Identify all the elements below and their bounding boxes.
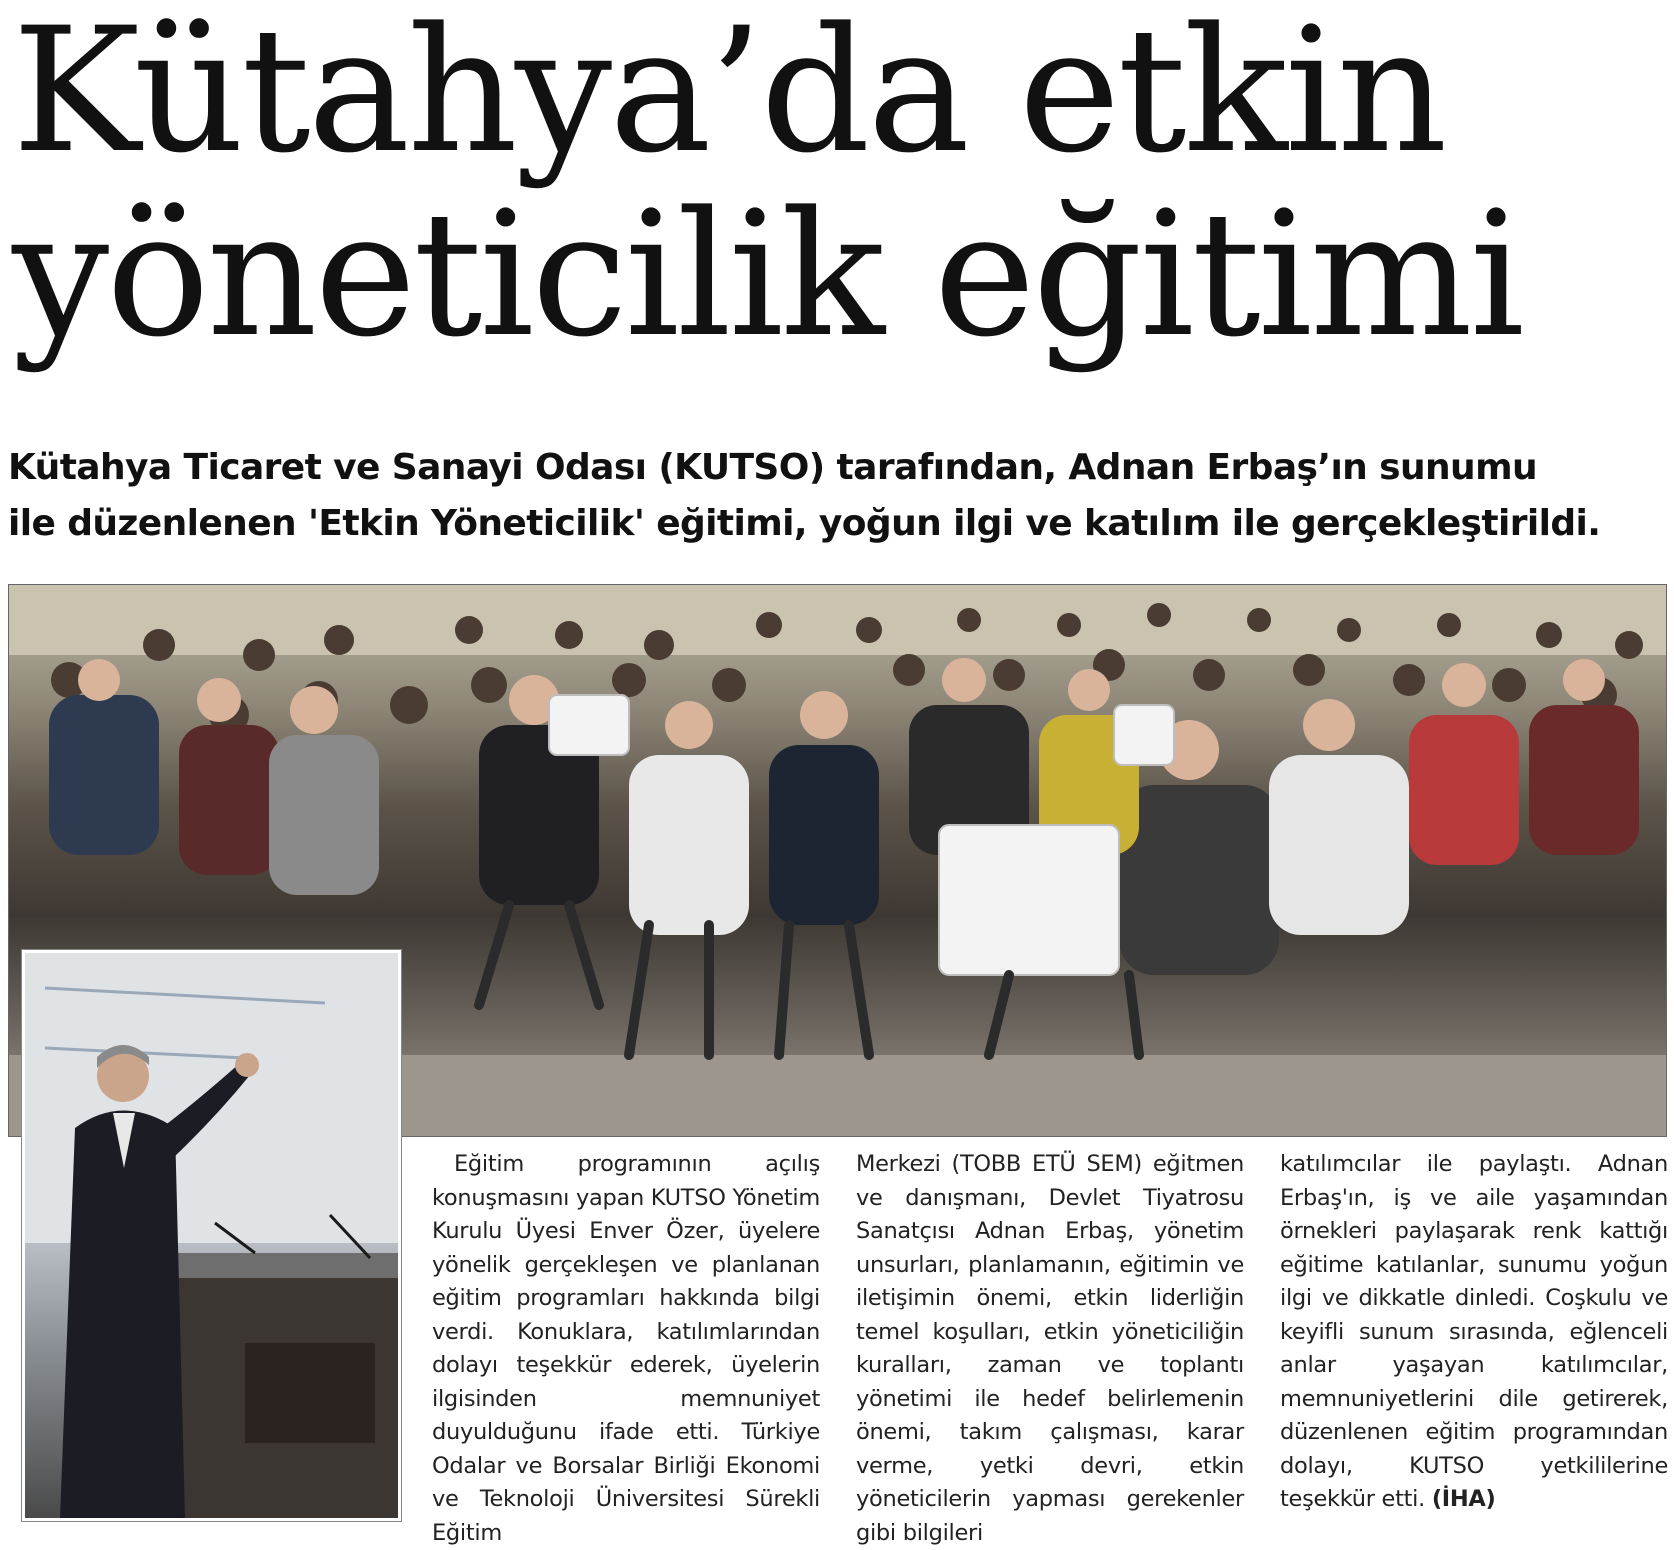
subheadline-line-2: ile düzenlenen 'Etkin Yöneticilik' eğitimi, yoğun ilgi ve katılım ile gerçekleştirildi. xyxy=(8,503,1601,544)
subheadline xyxy=(8,440,1668,552)
news-agency-credit: (İHA) xyxy=(1431,1486,1496,1512)
headline xyxy=(12,0,1667,375)
article-body-column-3 xyxy=(1280,1148,1668,1517)
headline-line-1: Kütahya’da etkin xyxy=(12,0,1445,191)
headline-line-2: yöneticilik eğitimi xyxy=(12,174,1522,375)
article-body-column-3-text: katılımcılar ile paylaştı. Adnan Erbaş'ın, iş ve aile yaşamından örnekleri paylaşarak renk kattığı eğitime katılanlar, sunumu yoğun ilgi ve dikkatle dinledi. Coşkulu ve keyifli sunum sırasında, eğlenceli anlar yaşayan katılımcılar, memnuniyetlerini dile getirerek, düzenlenen eğitim programından dolayı, KUTSO yetkililerine teşekkür etti. xyxy=(1280,1151,1668,1512)
article-body-column-2: Merkezi (TOBB ETÜ SEM) eğitmen ve danışmanı, Devlet Tiyatrosu Sanatçısı Adnan Erbaş, yönetim unsurları, planlamanın, eğitimin ve iletişimin önemi, etkin liderliğin temel koşulları, etkin yöneticiliğin kuralları, zaman ve toplantı yönetimi ile hedef belirlemenin önemi, takım çalışması, karar verme, yetki devri, etkin yöneticilerin yapması gerekenler gibi bilgileri xyxy=(856,1151,1244,1546)
speaker-photo xyxy=(22,950,401,1521)
speaker-photo-illustration xyxy=(25,953,398,1518)
article-body-column-1: Eğitim programının açılış konuşmasını yapan KUTSO Yönetim Kurulu Üyesi Enver Özer, üyelere yönelik gerçekleşen ve planlanan eğitim programları hakkında bilgi verdi. Konuklara, katılımlarından dolayı teşekkür ederek, üyelerin ilgisinden memnuniyet duyulduğunu ifade etti. Türkiye Odalar ve Borsalar Birliği Ekonomi ve Teknoloji Üniversitesi Sürekli Eğitim xyxy=(432,1151,820,1546)
subheadline-line-1: Kütahya Ticaret ve Sanayi Odası (KUTSO) tarafından, Adnan Erbaş’ın sunumu xyxy=(8,447,1538,488)
